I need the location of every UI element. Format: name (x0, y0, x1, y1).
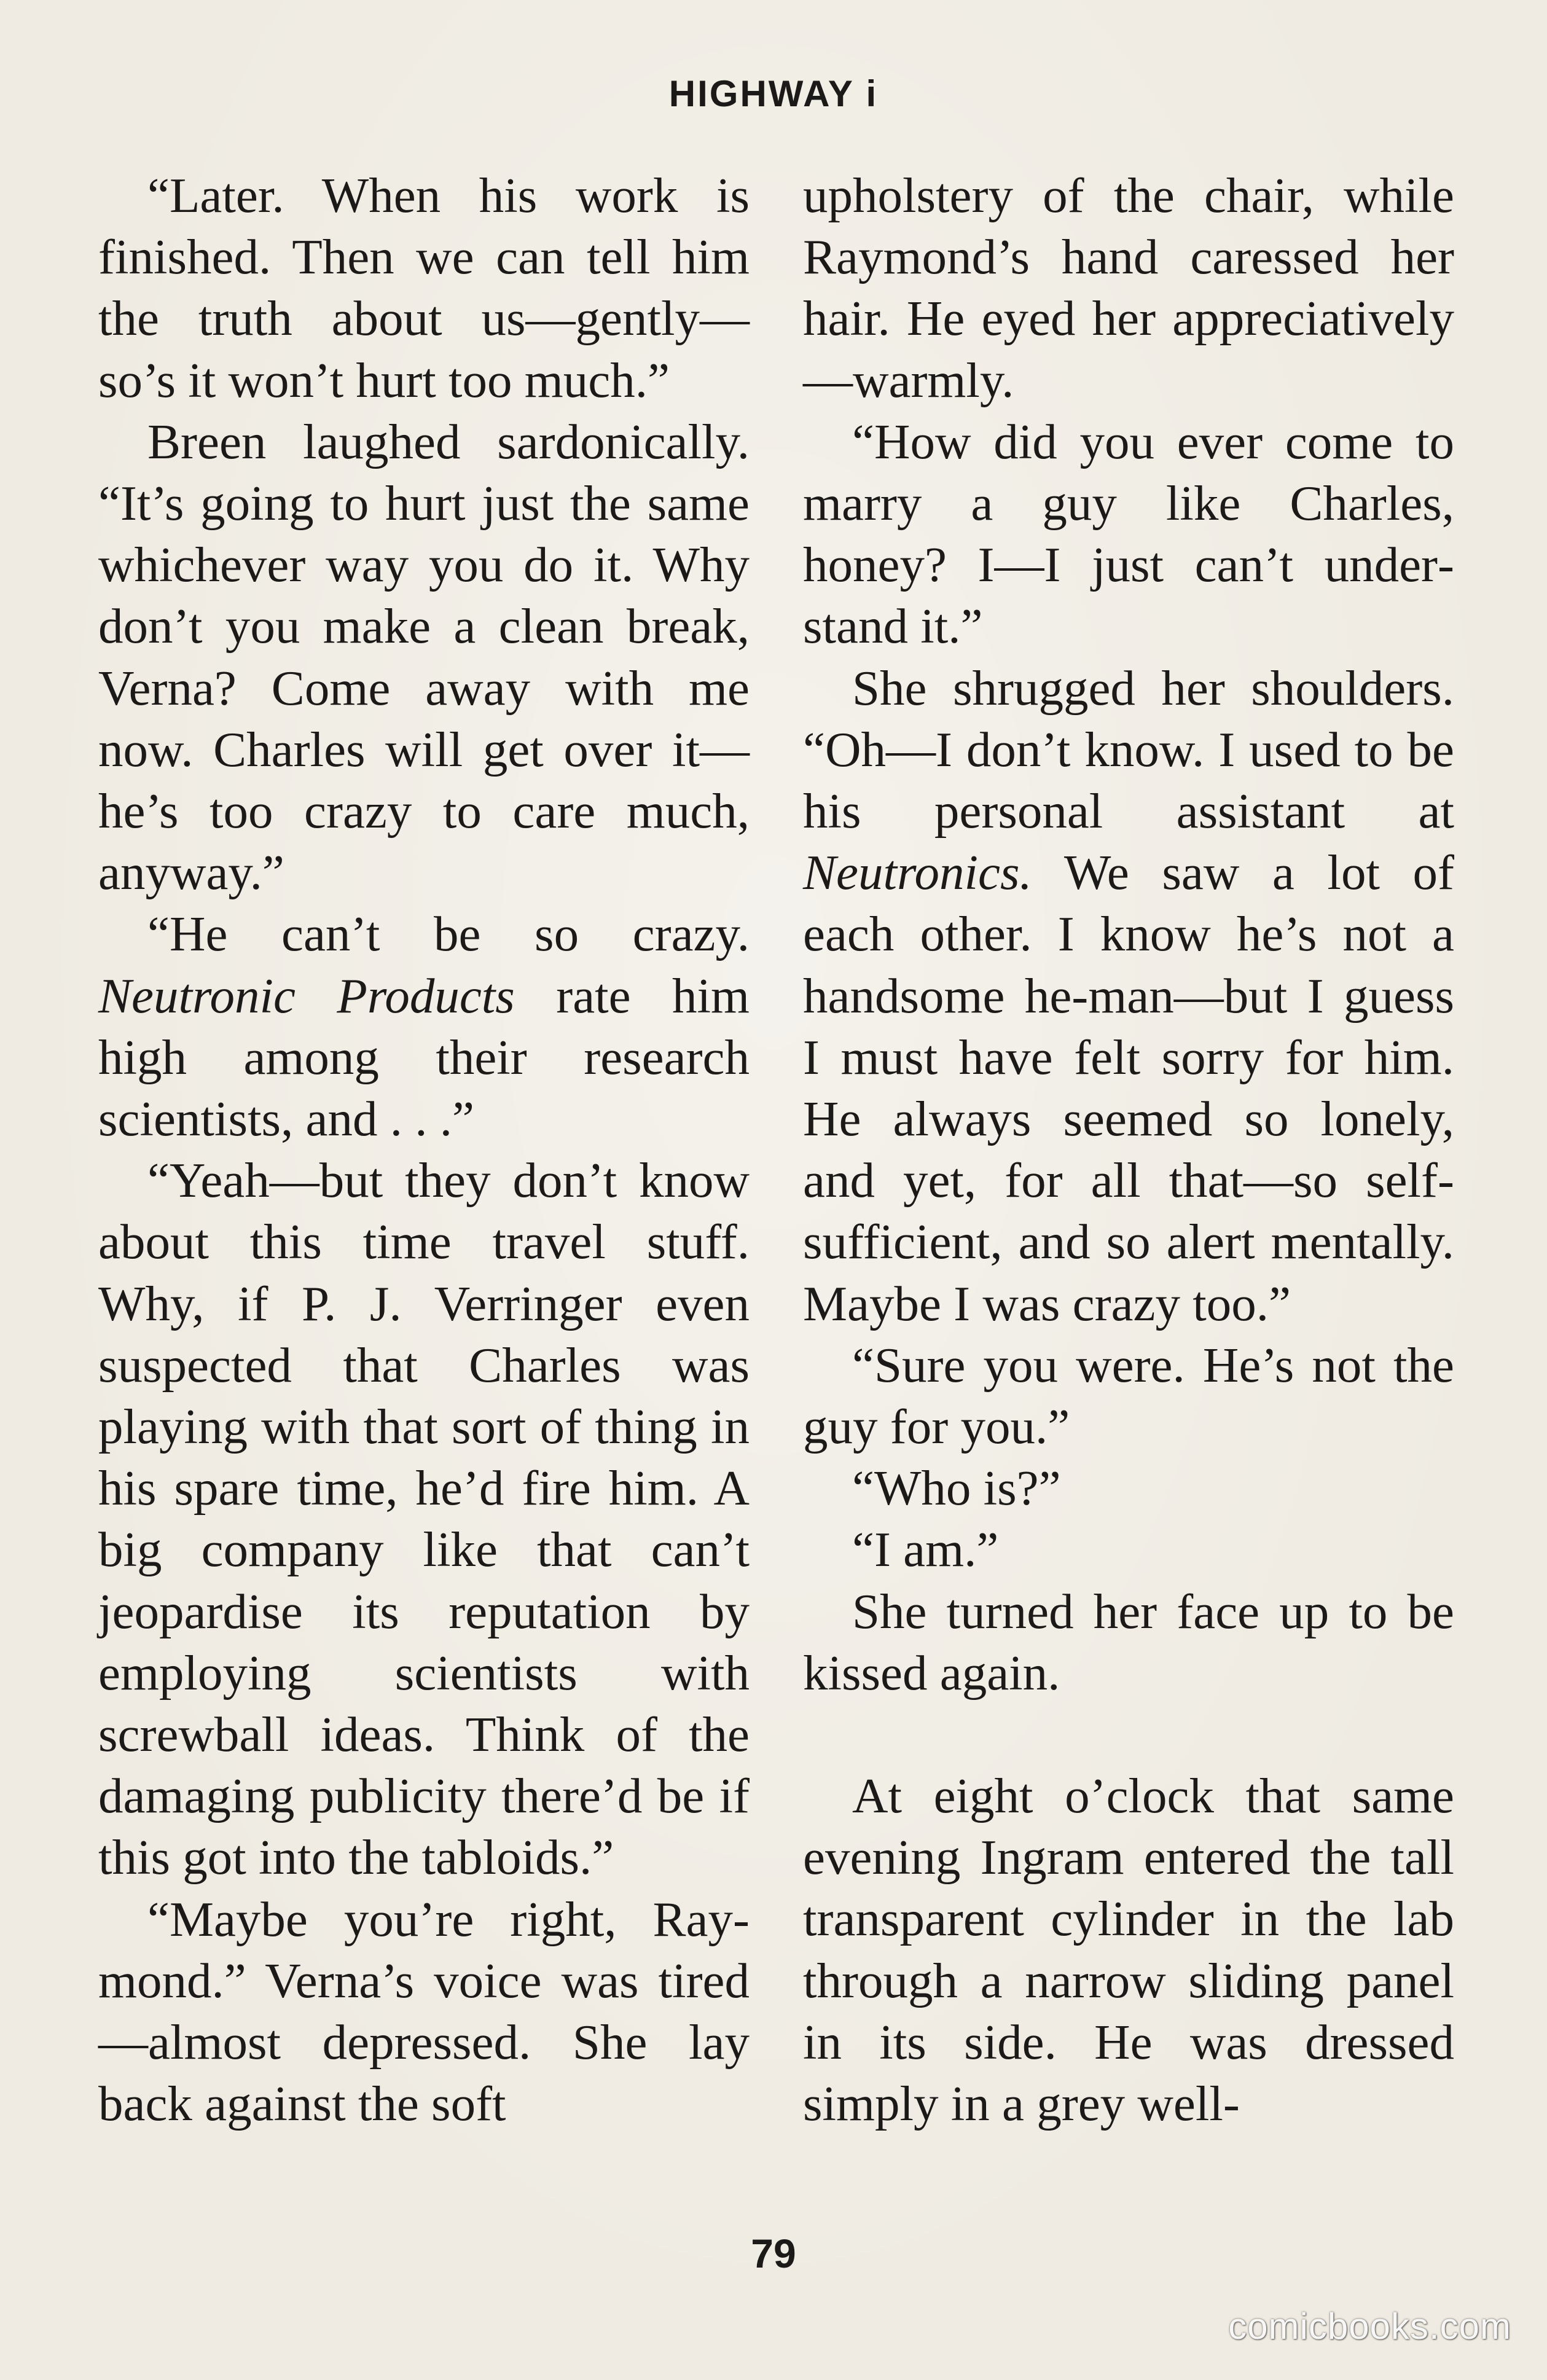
paragraph: upholstery of the chair, while Raymond’s hand caressed her hair. He eyed her appreciatively—warmly. (803, 168, 1454, 408)
running-head: HIGHWAY i (668, 73, 879, 114)
watermark: comicbooks.com (1228, 2306, 1511, 2347)
italic-title: Neutronics. (803, 845, 1032, 901)
paragraph: “Maybe you’re right, Raymond.” Verna’s voice was tired—almost depressed. She lay back against the soft (98, 1891, 750, 2132)
text-run: We saw a lot of each other. I know he’s not a handsome he-man—but I guess I must have felt sorry for him. He always seemed so lonely, and yet, for all that—so self-sufficient, and so alert mentally. Maybe I was crazy too.” (803, 845, 1454, 1331)
text-run: rate him high among their research scientists, and . . .” (98, 968, 750, 1147)
text-run: She shrugged her shoulders. “Oh—I don’t know. I used to be his personal assistant at (803, 660, 1454, 839)
paragraph: “Later. When his work is finished. Then we can tell him the truth about us—gently— so’s it won’t hurt too much.” (98, 168, 750, 408)
paragraph: “How did you ever come to marry a guy like Charles, honey? I—I just can’t understand it.” (803, 413, 1454, 654)
paragraph: She turned her face up to be kissed again. (803, 1583, 1454, 1701)
paragraph: “Who is?” (852, 1460, 1061, 1516)
italic-title: Neutronic Products (98, 968, 515, 1024)
text-run: “He can’t be so crazy. (147, 906, 750, 962)
paragraph: “Sure you were. He’s not the guy for you.” (803, 1337, 1454, 1455)
paragraph: “I am.” (852, 1522, 999, 1578)
right-column (803, 165, 1454, 2134)
paragraph (98, 903, 750, 1149)
page-number: 79 (751, 2231, 796, 2276)
paragraph: “Yeah—but they don’t know about this time travel stuff. Why, if P. J. Verringer even suspected that Charles was playing with that sort of thing in his spare time, he’d fire him. A big company like that can’t jeopardise its reputation by employing scientists with screwball ideas. Think of the damaging publicity there’d be if this got into the tabloids.” (98, 1153, 750, 1885)
left-column (98, 165, 750, 2135)
paragraph (803, 657, 1454, 1334)
paragraph: At eight o’clock that same evening Ingram entered the tall transparent cylinder in the lab through a narrow sliding panel in its side. He was dressed simply in a grey well- (803, 1768, 1454, 2132)
paragraph: Breen laughed sardonically. “It’s going to hurt just the same whichever way you do it. Why don’t you make a clean break, Verna? Come away with me now. Charles will get over it—he’s too crazy to care much, anyway.” (98, 413, 750, 901)
